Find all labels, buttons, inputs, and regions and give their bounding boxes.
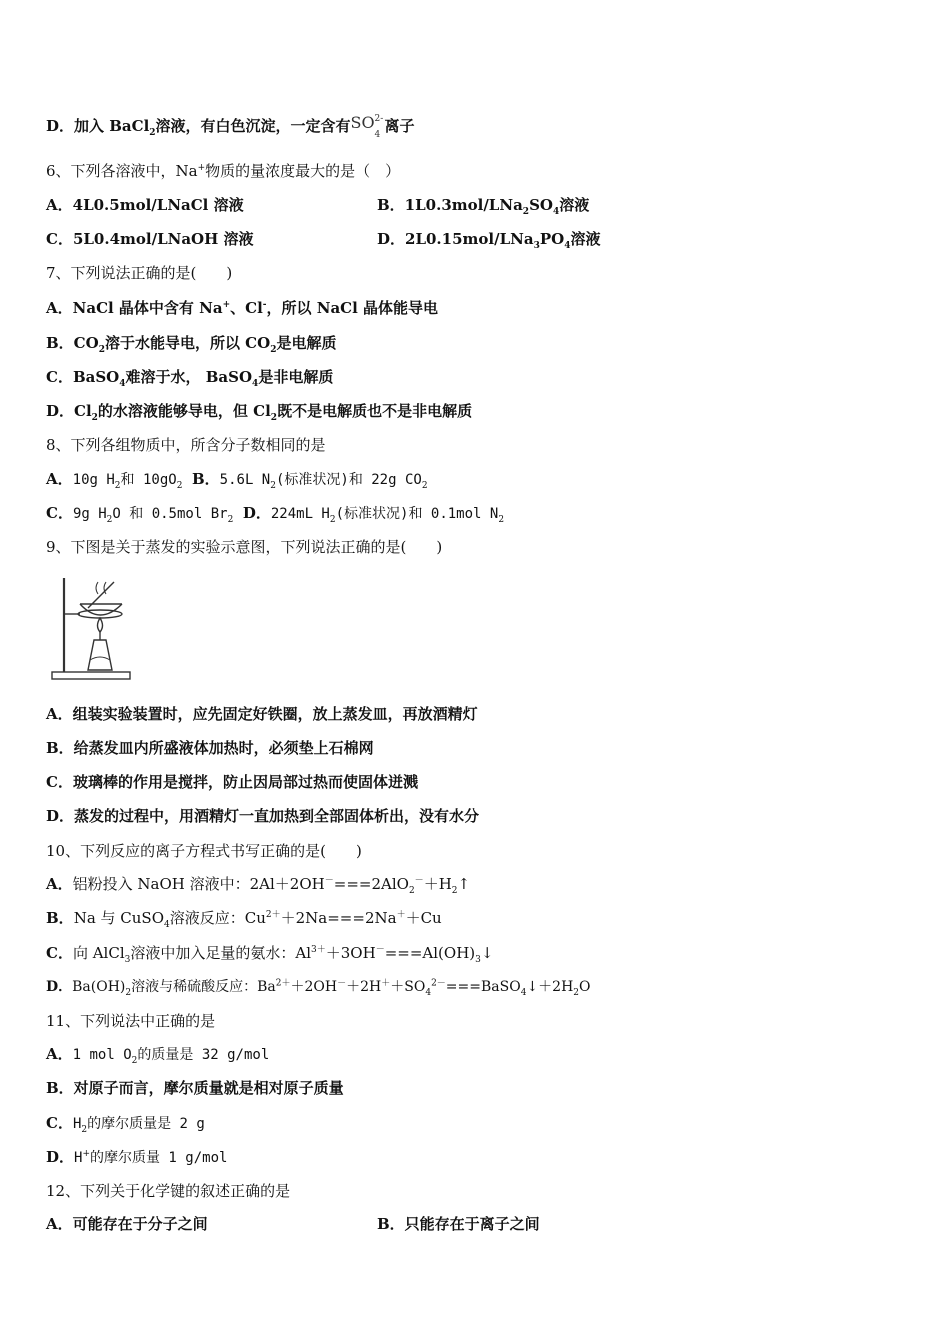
q11-stem: 11、下列说法中正确的是 [46, 1012, 216, 1030]
q5-option-d: D．加入 BaCl$_2$溶液，有白色沉淀，一定含有 SO 4 2- 离子 [46, 113, 415, 140]
q10-option-b: B．Na 与 CuSO$_4$溶液反应：$Cu^{2+}+2Na===2Na^++Cu$ [46, 909, 442, 930]
q6-option-a: A．4L0.5mol/LNaCl 溶液 [46, 196, 244, 214]
q9-stem: 9、下图是关于蒸发的实验示意图，下列说法正确的是( ) [46, 538, 443, 556]
q7-option-b: B．$CO_2$溶于水能导电，所以 $CO_2$是电解质 [46, 334, 337, 355]
q6-option-c: C．5L0.4mol/LNaOH 溶液 [46, 230, 254, 248]
q12-option-a: A．可能存在于分子之间 [46, 1215, 208, 1233]
q9-option-a: A．组装实验装置时，应先固定好铁圈，放上蒸发皿，再放酒精灯 [46, 705, 478, 723]
steam [96, 582, 106, 594]
q7-option-c: C．BaSO$_4$难溶于水， BaSO$_4$是非电解质 [46, 368, 334, 389]
q7-option-a: A．NaCl 晶体中含有 Na+、Cl-，所以 NaCl 晶体能导电 [46, 299, 439, 317]
q10-stem: 10、下列反应的离子方程式书写正确的是( ) [46, 842, 362, 860]
flame [98, 618, 103, 632]
q12-option-b: B．只能存在于离子之间 [377, 1215, 540, 1233]
q6-stem: 6、下列各溶液中，Na+物质的量浓度最大的是（ ） [46, 162, 401, 180]
q11-option-c: C．$H_2$的摩尔质量是 2 g [46, 1114, 205, 1135]
q11-option-a: A．1 mol $O_2$的质量是 32 g/mol [46, 1045, 270, 1066]
q10-option-a: A．铝粉投入 NaOH 溶液中：$2Al+2OH^-===2AlO_2^-+H_2↑$ [46, 875, 471, 896]
q6-option-b: B．$1L0.3mol/LNa_2SO_4$溶液 [377, 196, 590, 217]
q8-stem: 8、下列各组物质中，所含分子数相同的是 [46, 436, 326, 454]
q10-option-d: D．$Ba(OH)_2$溶液与稀硫酸反应：$Ba^{2+}+2OH^-+2H^++SO_4^{2-}===BaSO_4↓+2H_2O$ [46, 978, 591, 998]
sulfate-ion-formula: SO 4 2- [350, 113, 384, 140]
q11-option-d: D．H+的摩尔质量 1 g/mol [46, 1148, 228, 1166]
q8-options-cd: C．9g $H_2O$ 和 0.5mol $Br_2$ D．224mL $H_2$(标准状况)和 0.1mol $N_2$ [46, 504, 505, 525]
q8-options-ab: A．10g $H_2$和 $10gO_2$ B．5.6L $N_2$(标准状况)和 22g $CO_2$ [46, 470, 428, 491]
q10-option-c: C．向 AlCl$_3$溶液中加入足量的氨水：$Al^{3+}+3OH^-===Al(OH)_3↓$ [46, 944, 494, 965]
q12-stem: 12、下列关于化学键的叙述正确的是 [46, 1182, 291, 1200]
q6-option-d: D．$2L0.15mol/LNa_3PO_4$溶液 [377, 230, 601, 251]
q9-option-b: B．给蒸发皿内所盛液体加热时，必须垫上石棉网 [46, 739, 374, 757]
evaporation-apparatus-figure [50, 574, 134, 682]
alcohol-lamp [88, 640, 112, 670]
q11-option-b: B．对原子而言，摩尔质量就是相对原子质量 [46, 1079, 344, 1097]
q9-option-c: C．玻璃棒的作用是搅拌，防止因局部过热而使固体迸溅 [46, 773, 418, 791]
q7-stem: 7、下列说法正确的是( ) [46, 264, 233, 282]
stand-base [52, 672, 130, 679]
q7-option-d: D．$Cl_2$的水溶液能够导电，但 $Cl_2$既不是电解质也不是非电解质 [46, 402, 473, 423]
q9-option-d: D．蒸发的过程中，用酒精灯一直加热到全部固体析出，没有水分 [46, 807, 480, 825]
